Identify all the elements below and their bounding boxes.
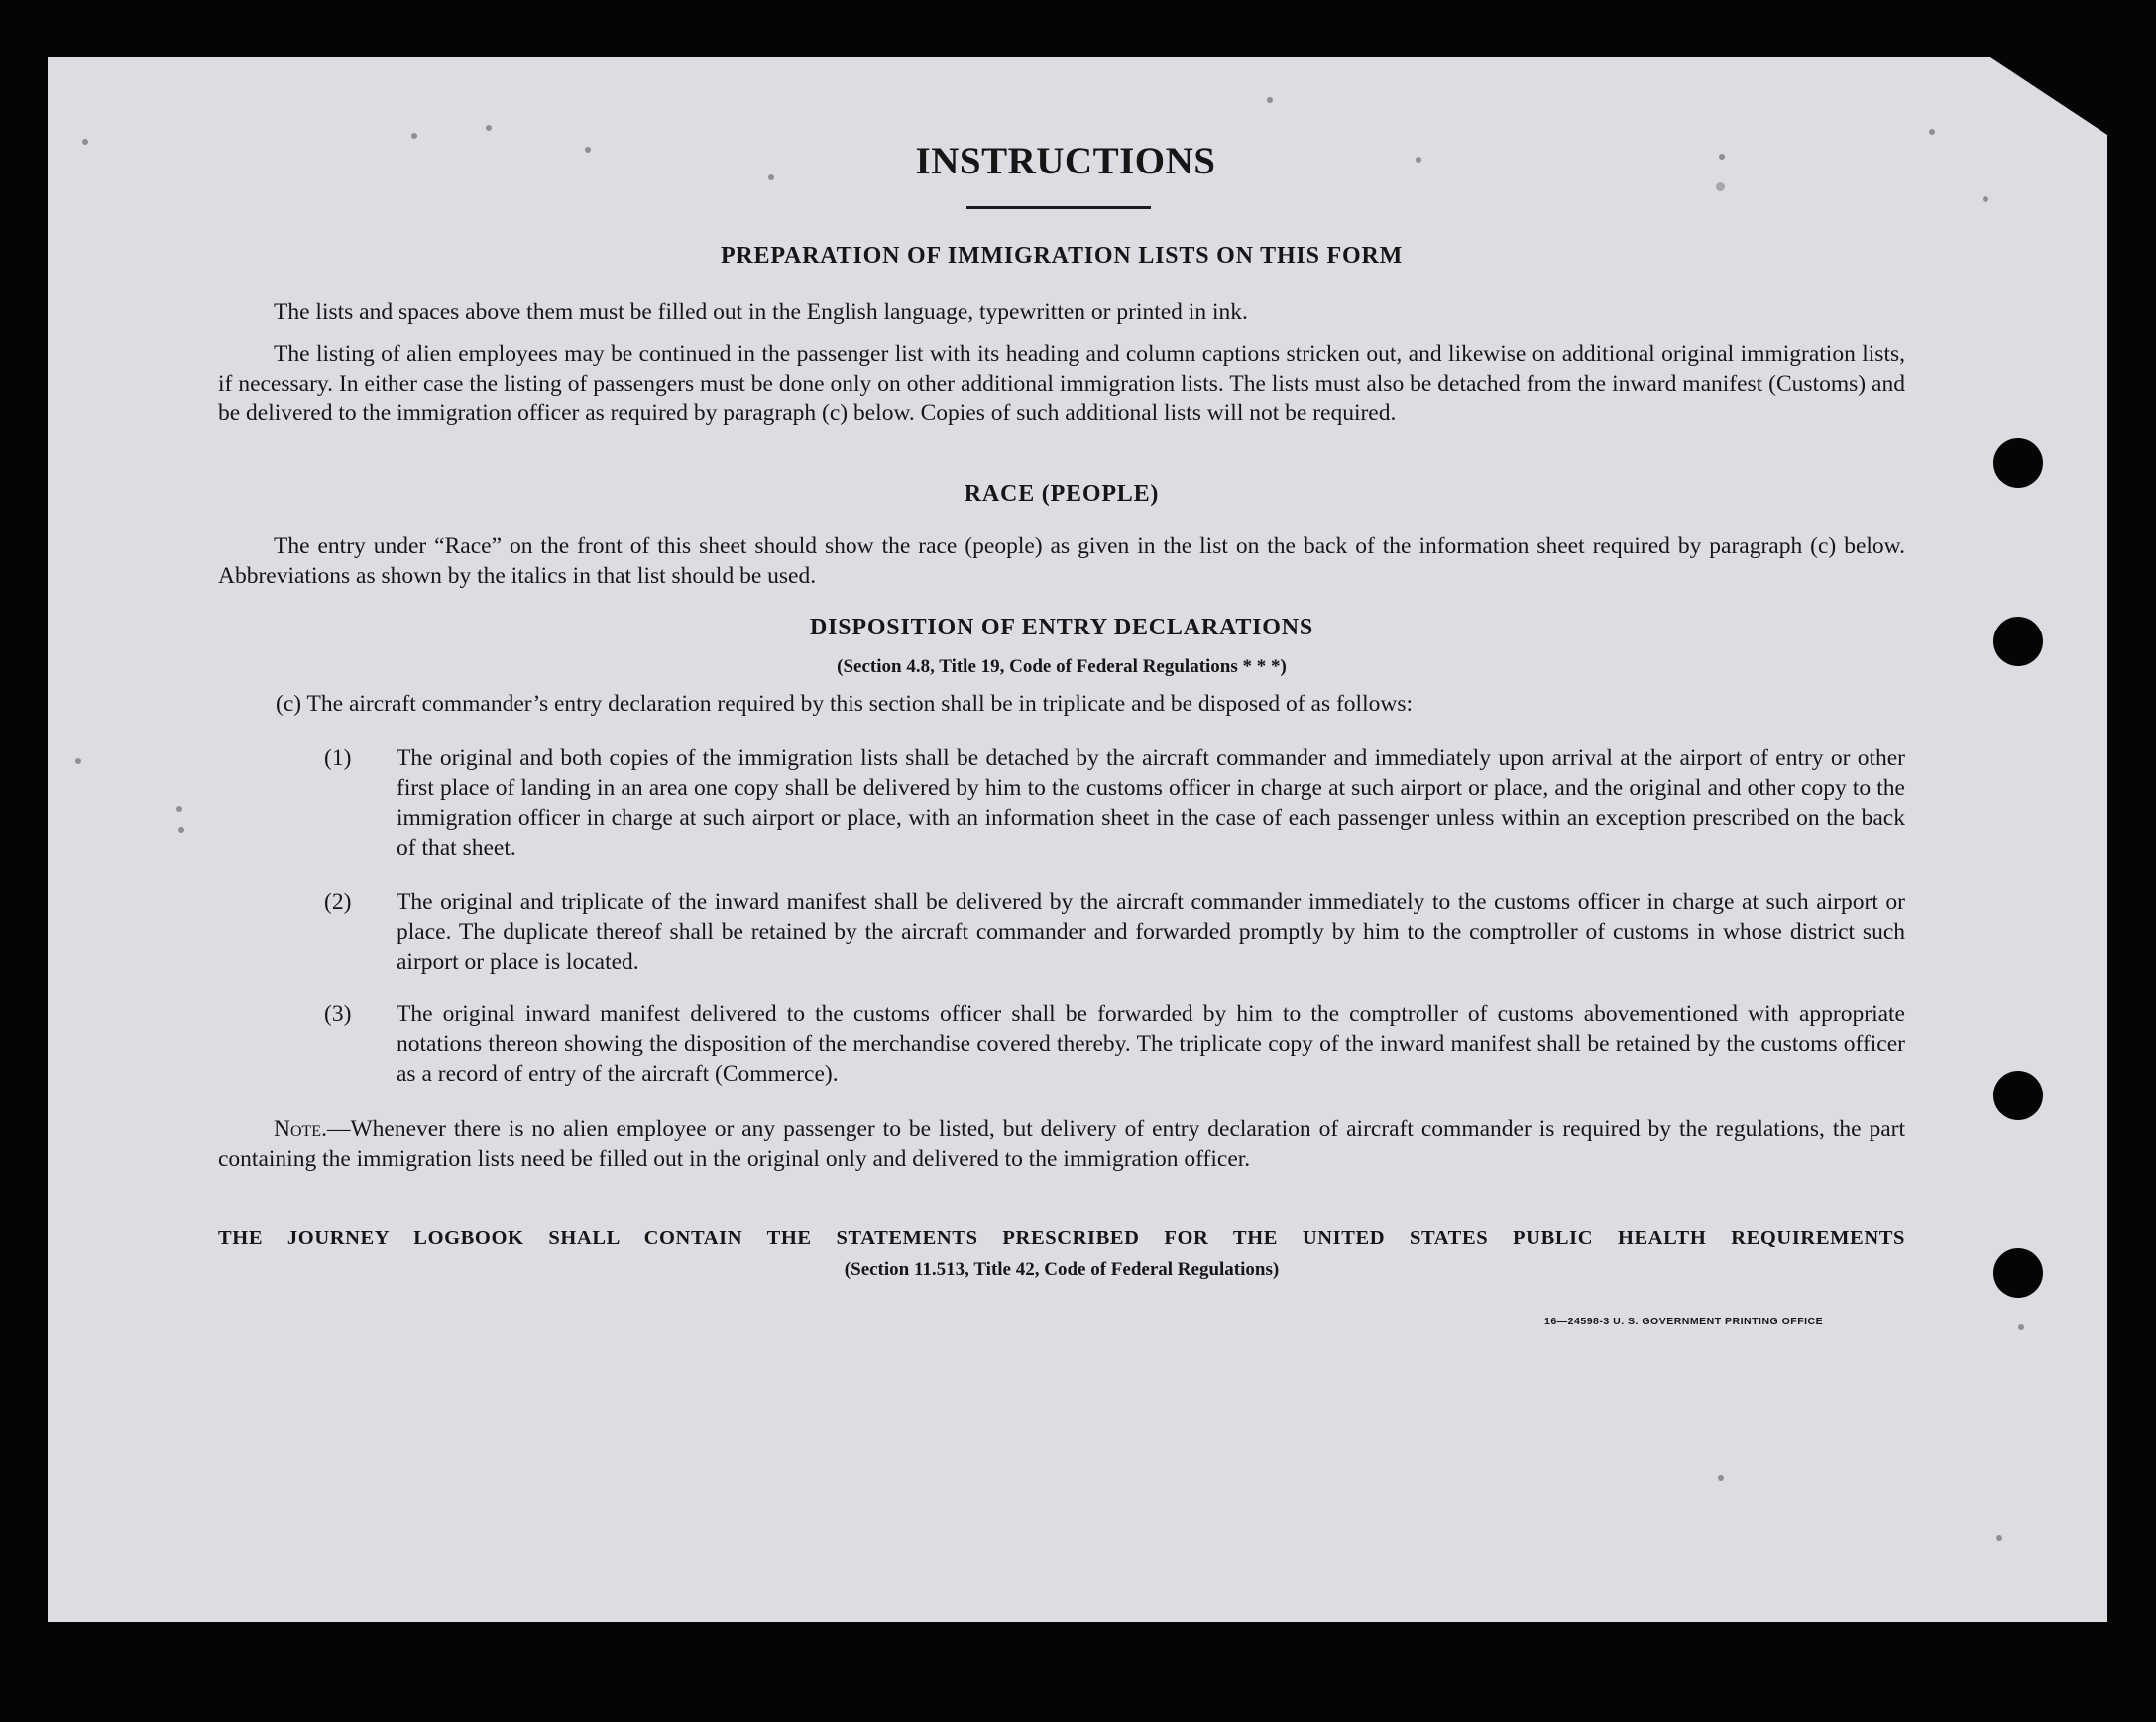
paragraph-alien-employees: The listing of alien employees may be continued in the passenger list with its heading and column captions stricken out, and likewise on additional original immigration lists, if necessary. In either case the listing of passengers must be done only on other additional immigration lists. The lists must also be detached from the inward manifest (Customs) and be delivered to the immigration officer as required by paragraph (c) below. Copies of such additional lists will not be required. (218, 341, 1905, 426)
section-heading-preparation: PREPARATION OF IMMIGRATION LISTS ON THIS FORM (720, 243, 1404, 269)
note-text: —Whenever there is no alien employee or any passenger to be listed, but delivery of entry declaration of aircraft commander is required by the regulations, the part containing the immigration lists need be filled out in the original only and delivered to the immigration officer. (218, 1116, 1905, 1172)
page-title: INSTRUCTIONS (915, 140, 1216, 182)
section-citation: (Section 4.8, Title 19, Code of Federal Regulations * * *) (837, 656, 1287, 677)
item-text: The original and both copies of the immigration lists shall be detached by the aircraft commander and immediately upon arrival at the airport of entry or other first place of landing in an area one copy shall be delivered by him to the customs officer in charge at such airport or place, and the original and other copy to the immigration officer in charge at such airport or place, with an information sheet in the case of each passenger unless within an exception prescribed on the back of that sheet. (397, 746, 1905, 861)
section-heading-race: RACE (PEOPLE) (964, 481, 1160, 507)
logbook-citation: (Section 11.513, Title 42, Code of Federal Regulations) (844, 1259, 1280, 1280)
item-number: (2) (324, 889, 352, 915)
item-number: (3) (324, 1001, 352, 1027)
paragraph-language: The lists and spaces above them must be filled out in the English language, typewritten or printed in ink. (274, 299, 1248, 325)
list-item (324, 999, 1905, 1089)
note-paragraph (218, 1114, 1905, 1174)
item-number: (1) (324, 746, 352, 771)
list-item (324, 744, 1905, 862)
note-label: Note. (274, 1116, 327, 1142)
item-text: The original and triplicate of the inward manifest shall be delivered by the aircraft commander immediately to the customs officer in charge at such airport or place. The duplicate thereof shall be retained by the aircraft commander and forwarded promptly by him to the comptroller of customs in whose district such airport or place is located. (397, 889, 1905, 975)
logbook-statement: THE JOURNEY LOGBOOK SHALL CONTAIN THE STATEMENTS PRESCRIBED FOR THE UNITED STATES PUBLIC HEALTH REQUIREMENTS (218, 1227, 1905, 1249)
paragraph-race: The entry under “Race” on the front of this sheet should show the race (people) as given in the list on the back of the information sheet required by paragraph (c) below. Abbreviations as shown by the italics in that list should be used. (218, 533, 1905, 589)
title-underline (966, 206, 1151, 209)
item-text: The original inward manifest delivered to the customs officer shall be forwarded by him to the comptroller of customs abovementioned with appropriate notations thereon showing the disposition of the merchandise covered thereby. The triplicate copy of the inward manifest shall be retained by the customs officer as a record of entry of the aircraft (Commerce). (397, 1001, 1905, 1087)
clause-c: (c) The aircraft commander’s entry declaration required by this section shall be in triplicate and be disposed of as follows: (276, 691, 1413, 717)
printer-imprint: 16—24598-3 U. S. GOVERNMENT PRINTING OFFICE (1544, 1316, 1824, 1327)
section-heading-disposition: DISPOSITION OF ENTRY DECLARATIONS (809, 615, 1314, 640)
list-item (324, 887, 1905, 976)
